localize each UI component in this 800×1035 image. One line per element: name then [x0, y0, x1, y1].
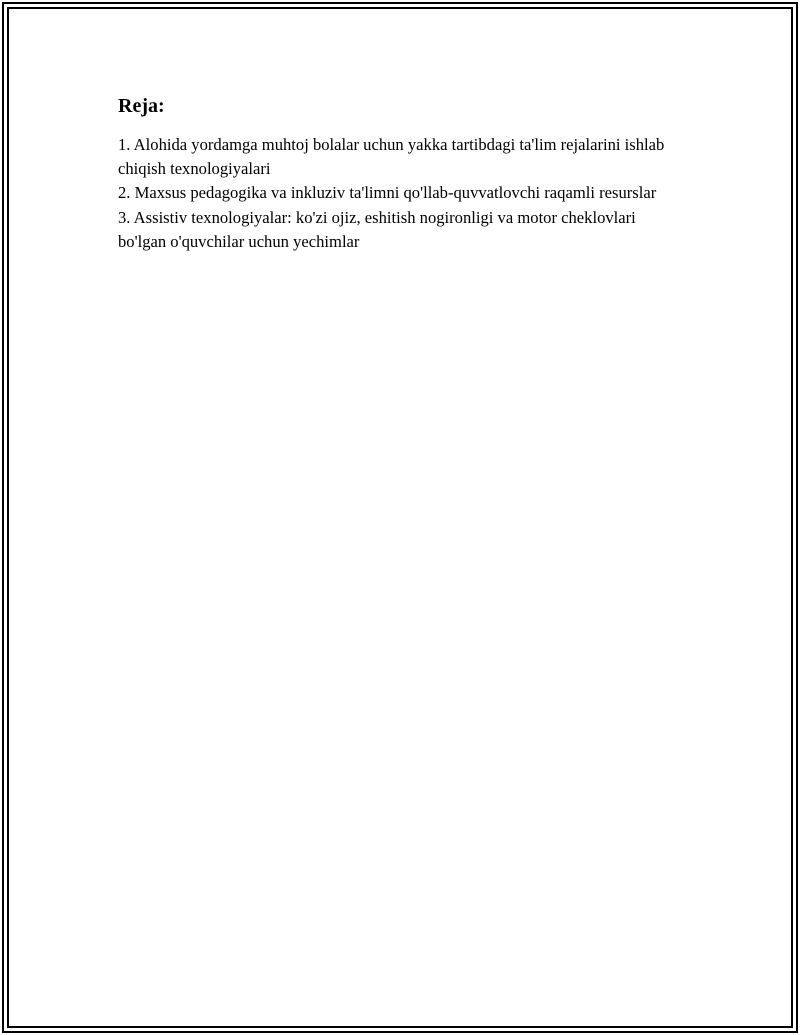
- plan-item-1: 1. Alohida yordamga muhtoj bolalar uchun yakka tartibdagi ta'lim rejalarini ishlab chiqish texnologiyalari: [118, 135, 665, 179]
- plan-heading: Reja:: [118, 95, 165, 117]
- plan-item-3: 3. Assistiv texnologiyalar: ko'zi ojiz, eshitish nogironligi va motor cheklovlari bo'lgan o'quvchilar uchun yechimlar: [118, 207, 636, 251]
- page-content: [118, 92, 688, 254]
- plan-list: [118, 133, 688, 254]
- plan-item-2: 2. Maxsus pedagogika va inkluziv ta'limni qo'llab-quvvatlovchi raqamli resurslar: [118, 183, 657, 203]
